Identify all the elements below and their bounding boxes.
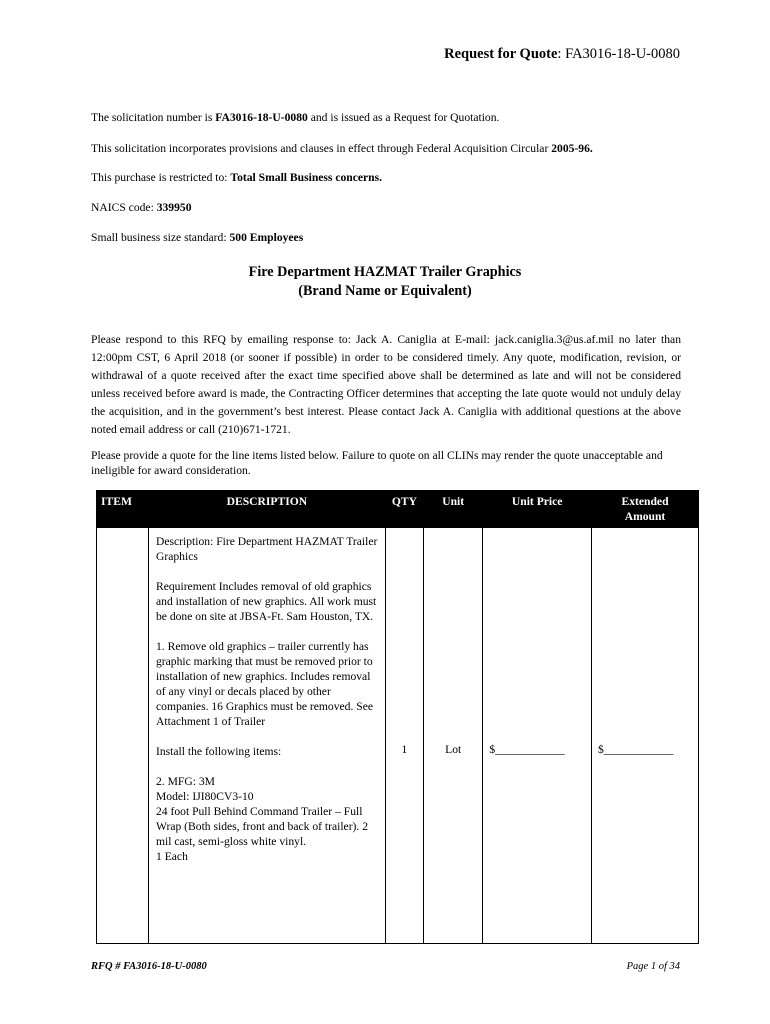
step-1-text: 1. Remove old graphics – trailer currently has graphic marking that must be removed prior to installation of new graphics. Includes removal of any vinyl or decals placed by other companies. 16 Graphics must be removed. See Attachment 1 of Trailer — [156, 640, 374, 728]
naics-paragraph — [91, 200, 191, 216]
description-label: Description — [156, 535, 211, 548]
row-item-cell — [97, 528, 149, 944]
header-item: ITEM — [97, 491, 149, 528]
solicitation-paragraph — [91, 110, 499, 126]
header-extended-amount — [592, 491, 699, 528]
restriction-value: Total Small Business concerns. — [230, 171, 383, 184]
naics-label: NAICS code: — [91, 201, 157, 214]
row-extended-amount-cell[interactable]: $____________ — [592, 528, 699, 944]
restriction-text: This purchase is restricted to: — [91, 171, 231, 184]
step-2-block — [156, 774, 379, 864]
header-extended-line-2: Amount — [624, 510, 666, 523]
size-standard-value: 500 Employees — [229, 231, 304, 244]
header-number: FA3016-18-U-0080 — [565, 46, 680, 62]
document-title — [91, 263, 679, 301]
step-2-quantity: 1 Each — [156, 850, 188, 863]
header-qty: QTY — [385, 491, 423, 528]
far-number: 2005-96. — [551, 142, 593, 155]
row-unit-cell: Lot — [424, 528, 483, 944]
requirement-text: Requirement Includes removal of old graphics and installation of new graphics. All work must be done on site at JBSA-Ft. Sam Houston, TX. — [156, 580, 377, 623]
row-qty-cell: 1 — [385, 528, 423, 944]
header-label: Request for Quote — [444, 46, 558, 62]
header-unit-price: Unit Price — [483, 491, 592, 528]
footer-page-number: Page 1 of 34 — [626, 961, 680, 972]
table-row — [97, 528, 699, 944]
provide-quote-paragraph: Please provide a quote for the line items listed below. Failure to quote on all CLINs may render the quote unacceptable and ineligible for award consideration. — [91, 449, 663, 477]
clin-table — [96, 490, 699, 944]
solicitation-number: FA3016-18-U-0080 — [215, 111, 308, 124]
row-description-cell — [149, 528, 386, 944]
solicitation-text: The solicitation number is — [91, 111, 216, 124]
far-paragraph — [91, 141, 593, 157]
install-text: Install the following items: — [156, 745, 282, 758]
step-2-mfg: 2. MFG: 3M — [156, 775, 215, 788]
title-line-2: (Brand Name or Equivalent) — [298, 283, 472, 299]
header-extended-line-1: Extended — [621, 495, 669, 508]
description-title: : Fire Department HAZMAT Trailer Graphics — [156, 535, 378, 563]
step-2-model: Model: IJI80CV3-10 — [156, 790, 254, 803]
naics-code: 339950 — [156, 201, 192, 214]
header-separator: : — [557, 46, 566, 62]
description-heading — [156, 534, 379, 564]
row-unit-price-cell[interactable]: $____________ — [483, 528, 592, 944]
footer-rfq-number: RFQ # FA3016-18-U-0080 — [91, 961, 207, 972]
title-line-1: Fire Department HAZMAT Trailer Graphics — [248, 264, 522, 280]
page-header — [444, 46, 680, 63]
far-text: This solicitation incorporates provisions and clauses in effect through Federal Acquisition Circular — [91, 142, 552, 155]
step-2-description: 24 foot Pull Behind Command Trailer – Full Wrap (Both sides, front and back of trailer). 2 mil cast, semi-gloss white vinyl. — [156, 805, 369, 848]
size-standard-paragraph — [91, 230, 303, 246]
size-standard-label: Small business size standard: — [91, 231, 230, 244]
header-description: DESCRIPTION — [149, 491, 386, 528]
respond-paragraph: Please respond to this RFQ by emailing response to: Jack A. Caniglia at E-mail: jack.caniglia.3@us.af.mil no later than 12:00pm CST, 6 April 2018 (or sooner if possible) in order to be considered timely. Any quote, modification, revision, or withdrawal of a quote received after the exact time specified above shall be determined as late and will not be considered unless received before award is made, the Contracting Officer determines that accepting the late quote would not unduly delay the acquisition, and in the government’s best interest. Please contact Jack A. Caniglia with additional questions at the above noted email address or call (210)671-1721. — [91, 333, 681, 436]
restriction-paragraph — [91, 170, 382, 186]
header-unit: Unit — [424, 491, 483, 528]
clin-header-row — [97, 491, 699, 528]
solicitation-suffix: and is issued as a Request for Quotation. — [307, 111, 500, 124]
